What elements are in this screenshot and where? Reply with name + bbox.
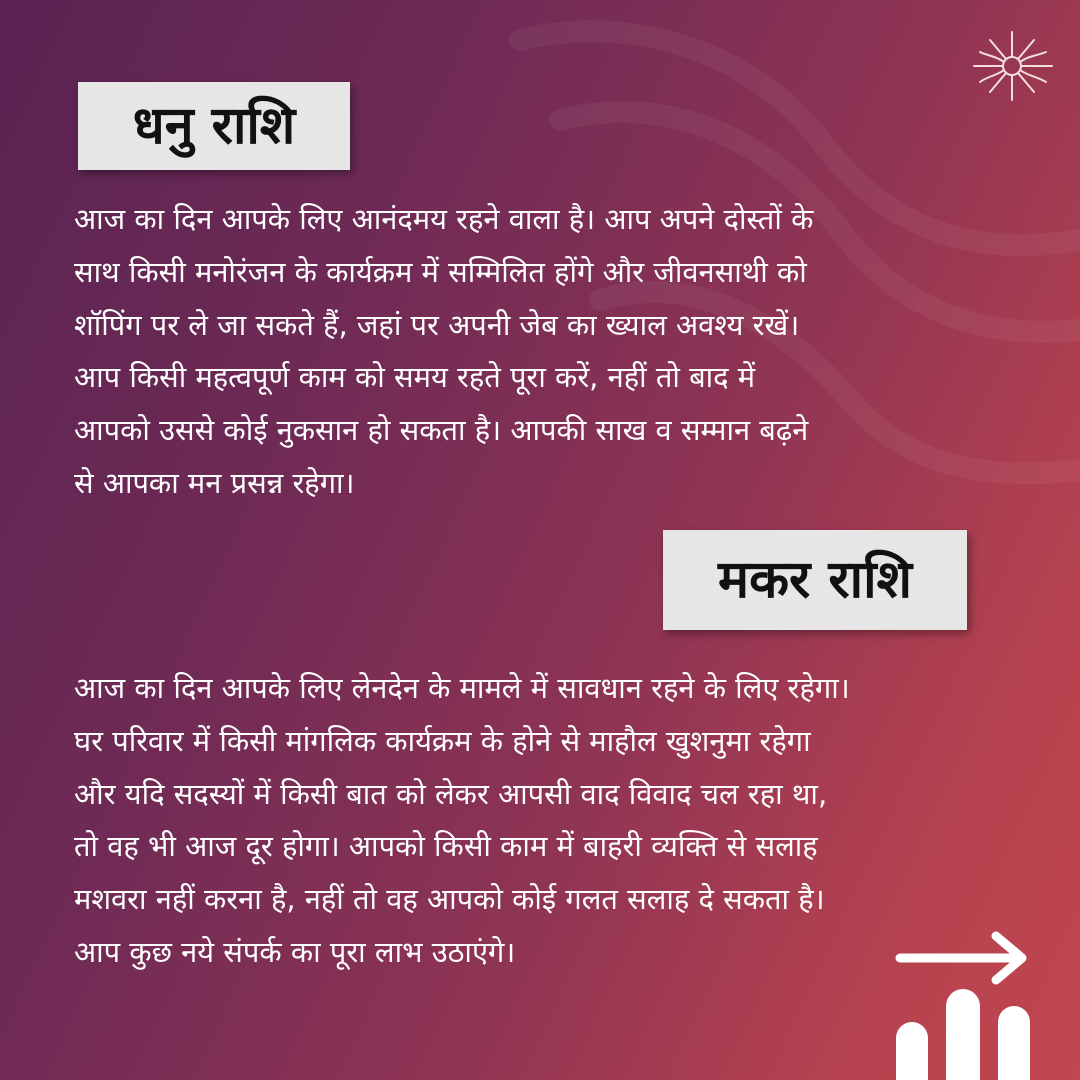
dhanu-line: शॉपिंग पर ले जा सकते हैं, जहां पर अपनी जेब का ख्याल अवश्य रखें। bbox=[74, 307, 800, 342]
makar-line: मशवरा नहीं करना है, नहीं तो वह आपको कोई गलत सलाह दे सकता है। bbox=[74, 882, 825, 917]
dhanu-line: आप किसी महत्वपूर्ण काम को समय रहते पूरा करें, नहीं तो बाद में bbox=[74, 360, 756, 395]
makar-line: आप कुछ नये संपर्क का पूरा लाभ उठाएंगे। bbox=[74, 934, 516, 969]
dhanu-title: धनु राशि bbox=[132, 96, 296, 156]
dhanu-line: आपको उससे कोई नुकसान हो सकता है। आपकी साख व सम्मान बढ़ने bbox=[74, 413, 809, 448]
makar-line: और यदि सदस्यों में किसी बात को लेकर आपसी वाद विवाद चल रहा था, bbox=[74, 776, 828, 811]
dhanu-title-box bbox=[78, 82, 350, 170]
makar-title-box bbox=[663, 530, 967, 630]
pillars-logo-icon bbox=[892, 986, 1034, 1080]
makar-line: तो वह भी आज दूर होगा। आपको किसी काम में बाहरी व्यक्ति से सलाह bbox=[74, 829, 818, 864]
makar-line: आज का दिन आपके लिए लेनदेन के मामले में सावधान रहने के लिए रहेगा। bbox=[74, 671, 850, 705]
dhanu-line: आज का दिन आपके लिए आनंदमय रहने वाला है। आप अपने दोस्तों के bbox=[74, 202, 814, 236]
makar-line: घर परिवार में किसी मांगलिक कार्यक्रम के होने से माहौल खुशनुमा रहेगा bbox=[74, 723, 811, 758]
dhanu-paragraph bbox=[74, 193, 813, 510]
dhanu-line: से आपका मन प्रसन्न रहेगा। bbox=[74, 465, 355, 500]
sun-icon bbox=[966, 26, 1058, 106]
makar-title: मकर राशि bbox=[718, 550, 912, 610]
arrow-right-icon[interactable] bbox=[892, 930, 1032, 986]
dhanu-line: साथ किसी मनोरंजन के कार्यक्रम में सम्मिलित होंगे और जीवनसाथी को bbox=[74, 254, 807, 289]
makar-paragraph bbox=[74, 662, 850, 979]
